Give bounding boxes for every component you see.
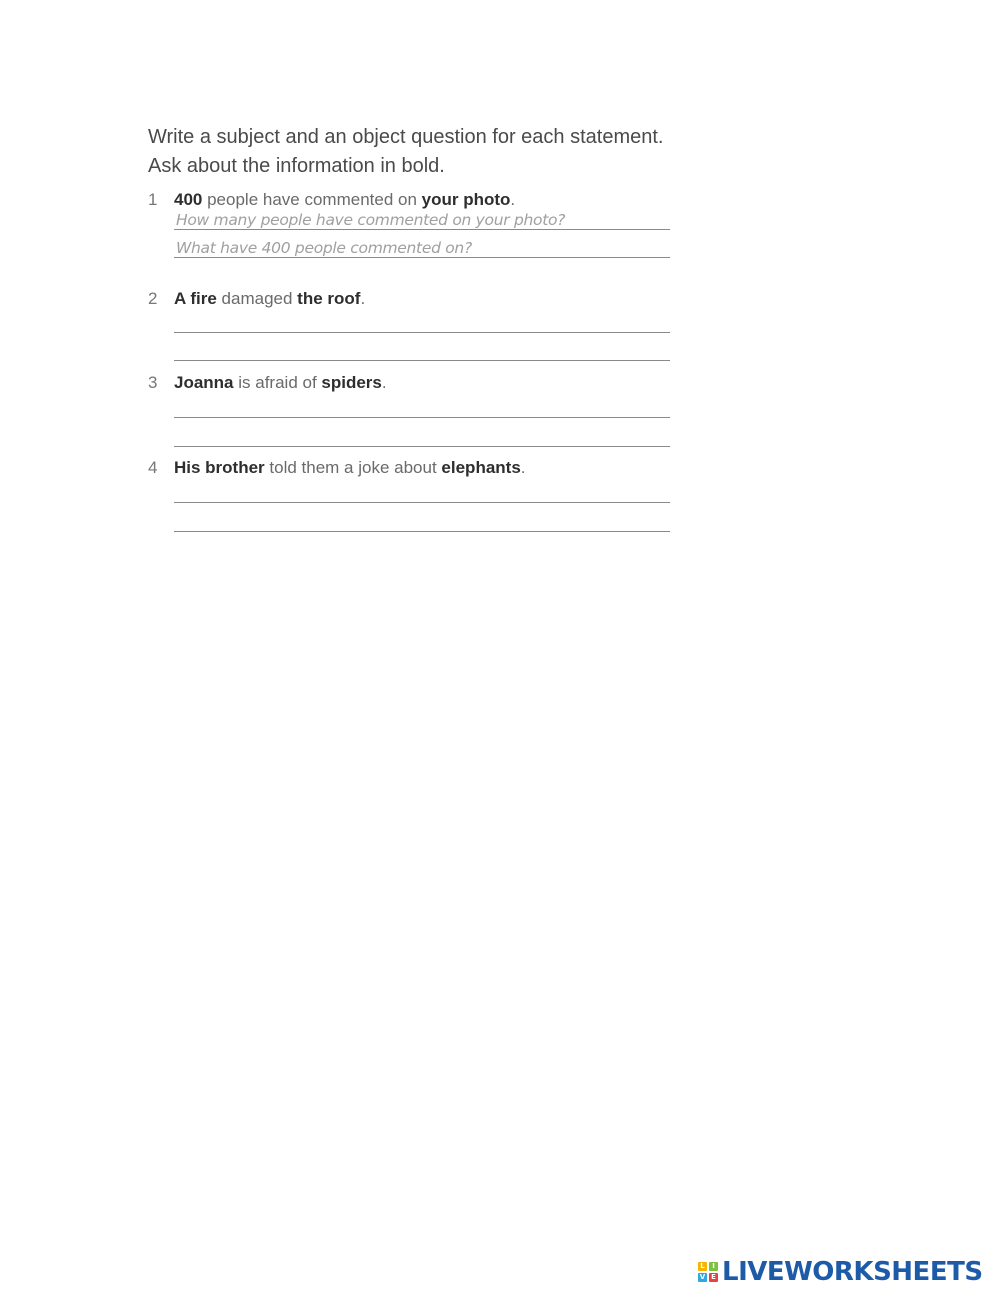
plain-text: people have commented on bbox=[202, 190, 422, 209]
liveworksheets-logo[interactable] bbox=[698, 1256, 983, 1288]
item-number: 1 bbox=[148, 190, 158, 209]
item-number: 4 bbox=[148, 458, 158, 477]
logo-tile: E bbox=[709, 1273, 718, 1282]
logo-tile: L bbox=[698, 1262, 707, 1271]
bold-object: spiders bbox=[321, 373, 382, 392]
exercise-item-4 bbox=[148, 458, 670, 482]
answer-line-1[interactable] bbox=[174, 475, 670, 503]
bold-subject: His brother bbox=[174, 458, 265, 477]
answer-line-1[interactable] bbox=[174, 202, 670, 230]
plain-text: told them a joke about bbox=[264, 458, 442, 477]
answer-line-1[interactable] bbox=[174, 390, 670, 418]
answer-text: How many people have commented on your photo? bbox=[176, 211, 566, 229]
item-number: 2 bbox=[148, 289, 158, 308]
logo-tile: V bbox=[699, 1273, 706, 1281]
plain-text: is afraid of bbox=[233, 373, 322, 392]
plain-text: . bbox=[510, 190, 516, 209]
bold-object: your photo bbox=[421, 190, 511, 209]
bold-subject: Joanna bbox=[174, 373, 234, 392]
exercise-item-1 bbox=[148, 190, 670, 257]
instructions: Write a subject and an object question for each statement. Ask about the information in bold. bbox=[148, 126, 664, 177]
plain-text: damaged bbox=[216, 289, 298, 308]
answer-line-2[interactable] bbox=[174, 333, 670, 361]
answer-text: What have 400 people commented on? bbox=[176, 239, 472, 257]
plain-text: . bbox=[360, 289, 366, 308]
exercise-item-3 bbox=[148, 373, 670, 397]
plain-text: . bbox=[520, 458, 526, 477]
logo-tile: I bbox=[709, 1262, 718, 1271]
answer-line-2[interactable] bbox=[174, 419, 670, 447]
bold-subject: 400 bbox=[174, 190, 203, 209]
bold-subject: A fire bbox=[174, 289, 217, 308]
plain-text: . bbox=[381, 373, 387, 392]
logo-text: LIVEWORKSHEETS bbox=[722, 1257, 983, 1287]
bold-object: elephants bbox=[441, 458, 521, 477]
exercise-item-2 bbox=[148, 289, 670, 313]
logo-icon bbox=[698, 1262, 718, 1282]
answer-line-1[interactable] bbox=[174, 305, 670, 333]
answer-line-2[interactable] bbox=[174, 504, 670, 532]
answer-line-2[interactable] bbox=[174, 230, 670, 258]
bold-object: the roof bbox=[297, 289, 361, 308]
item-number: 3 bbox=[148, 373, 158, 392]
